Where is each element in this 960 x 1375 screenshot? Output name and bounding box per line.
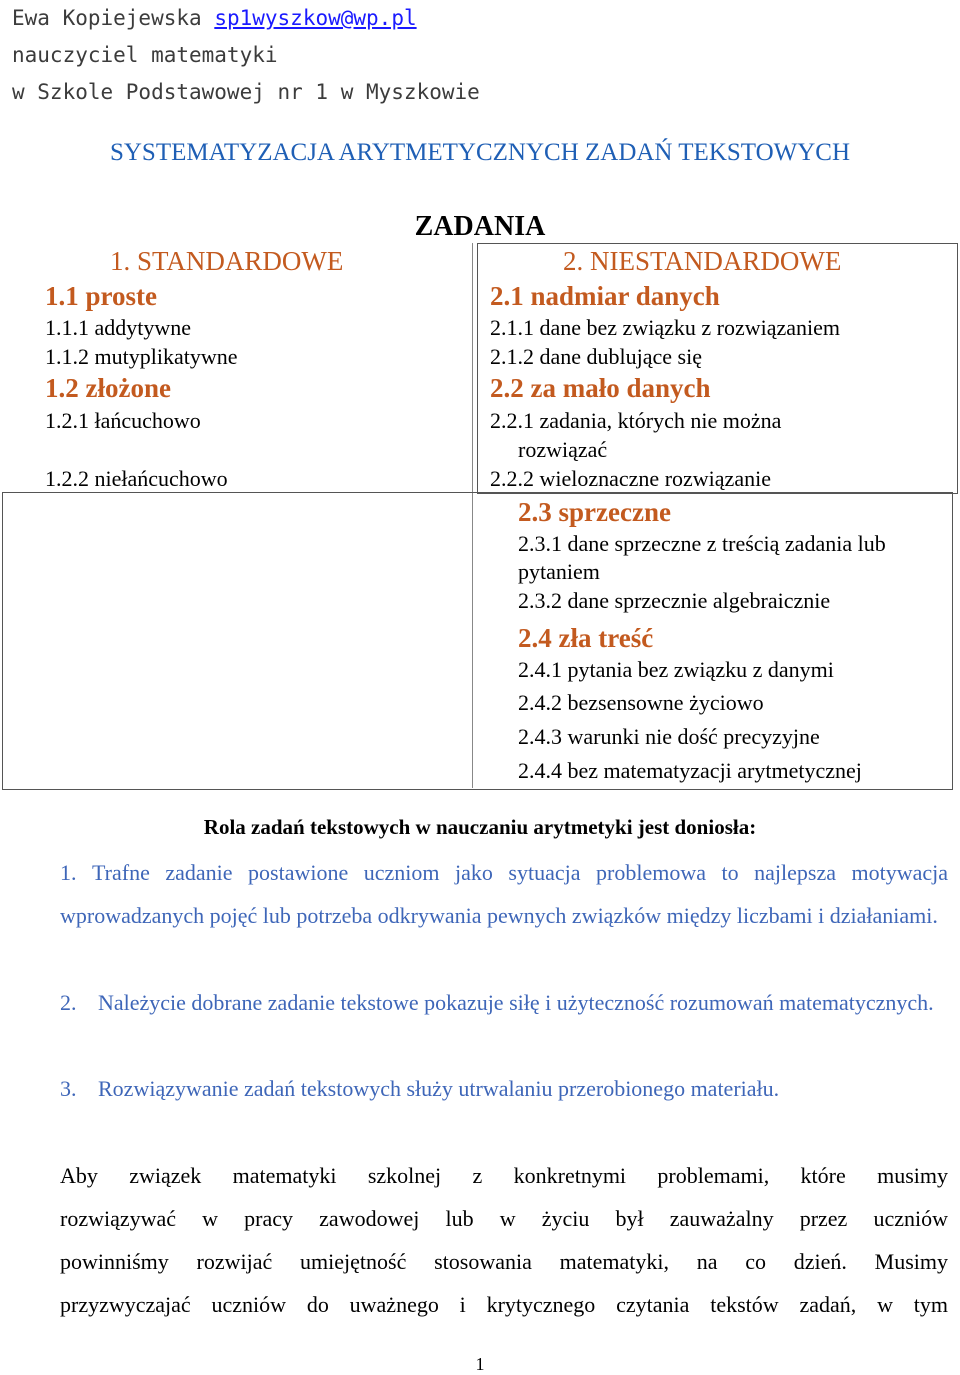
body-paragraph [60,1154,948,1326]
category-item: 1.2.1 łańcuchowo [45,408,201,433]
category-item: 2.3.1 dane sprzeczne z treścią zadania lub [518,531,886,556]
category-heading: 2.1 nadmiar danych [490,281,720,311]
nonstandard-header: 2. NIESTANDARDOWE [563,246,842,276]
category-heading: 1.1 proste [45,281,157,311]
author-name: Ewa Kopiejewska [12,6,202,30]
category-item: 2.2.2 wieloznaczne rozwiązanie [490,466,771,491]
paragraph-line: rozwiązywać w pracy zawodowej lub w życiu był zauważalny przez uczniów [60,1206,948,1231]
category-item: 2.4.1 pytania bez związku z danymi [518,657,834,682]
category-item: 2.4.2 bezsensowne życiowo [518,690,764,715]
point-number: 3. [60,1076,77,1101]
table-caption: ZADANIA [414,211,546,242]
category-item: 1.1.2 mutyplikatywne [45,344,238,369]
category-item: 2.3.2 dane sprzecznie algebraicznie [518,588,831,613]
role-heading: Rola zadań tekstowych w nauczaniu arytmetyki jest doniosła: [203,815,757,839]
category-item: pytaniem [518,559,600,584]
category-item: 2.4.3 warunki nie dość precyzyjne [518,724,820,749]
paragraph-line: przyzwyczajać uczniów do uważnego i krytycznego czytania tekstów zadań, w tym [60,1292,948,1317]
author-line [12,0,480,37]
category-heading: 2.3 sprzeczne [518,497,671,527]
author-header [12,0,480,111]
point-text: Trafne zadanie postawione uczniom jako sytuacja problemowa to najlepsza motywacja wprowadzanych pojęć lub potrzeba odkrywania pewnych związków między liczbami i działaniami. [60,860,948,928]
point-number: 2. [60,990,77,1015]
email-link[interactable]: sp1wyszkow@wp.pl [214,6,417,30]
paragraph-line: powinniśmy rozwijać umiejętność stosowania matematyki, na co dzień. Musimy [60,1249,948,1274]
category-item: 1.2.2 niełańcuchowo [45,466,228,491]
document-title: SYSTEMATYZACJA ARYTMETYCZNYCH ZADAŃ TEKSTOWYCH [109,139,851,166]
category-item: 2.1.1 dane bez związku z rozwiązaniem [490,315,840,340]
author-role: nauczyciel matematyki [12,43,278,67]
category-item: 2.4.4 bez matematyzacji arytmetycznej [518,758,862,783]
point-number: 1. [60,860,77,885]
category-heading: 2.4 zła treść [518,623,654,653]
category-item: 2.1.2 dane dublujące się [490,344,702,369]
category-heading: 2.2 za mało danych [490,373,711,403]
standard-header: 1. STANDARDOWE [110,246,344,276]
category-heading: 1.2 złożone [45,373,171,403]
page-number: 1 [475,1354,485,1374]
category-item: 2.2.1 zadania, których nie można [490,408,782,433]
paragraph-line: Aby związek matematyki szkolnej z konkretnymi problemami, które musimy [60,1163,948,1188]
point-text: Rozwiązywanie zadań tekstowych służy utrwalaniu przerobionego materiału. [98,1076,780,1101]
point-text: Należycie dobrane zadanie tekstowe pokazuje siłę i użyteczność rozumowań matematycznych. [98,990,934,1015]
author-school: w Szkole Podstawowej nr 1 w Myszkowie [12,80,480,104]
category-item: rozwiązać [518,437,608,462]
category-item: 1.1.1 addytywne [45,315,192,340]
